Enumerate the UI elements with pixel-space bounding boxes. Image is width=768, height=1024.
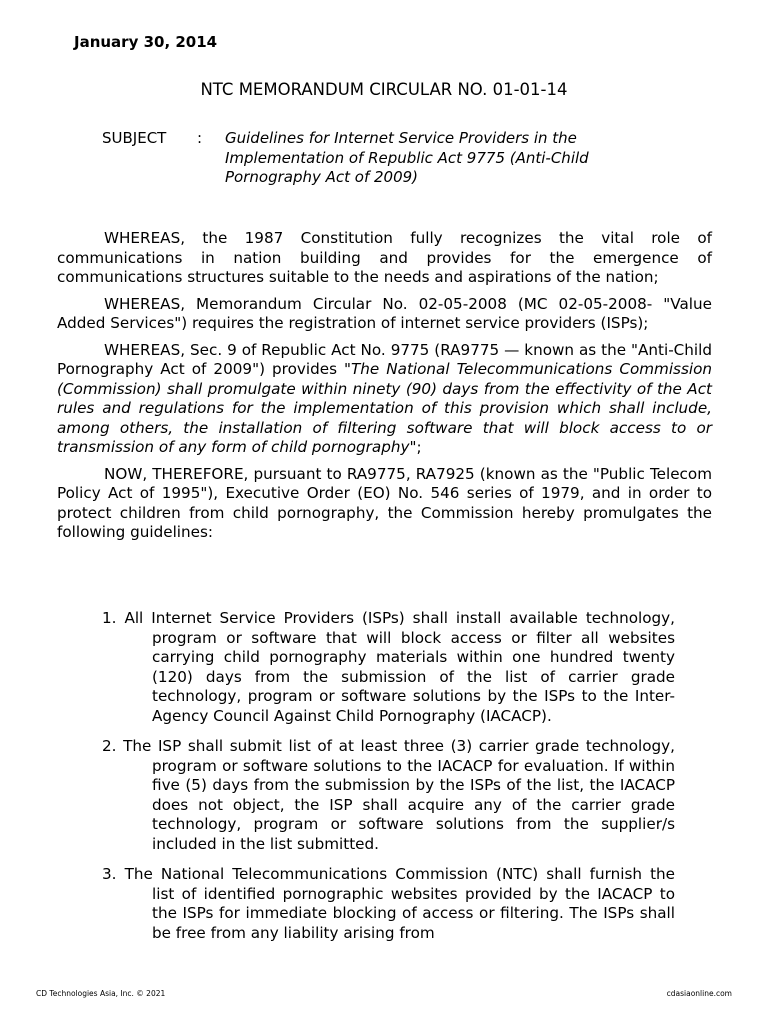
memo-body — [57, 229, 712, 550]
whereas-paragraph: WHEREAS, Memorandum Circular No. 02-05-2008 (MC 02-05-2008- "Value Added Services") requires the registration of internet service providers (ISPs); — [57, 294, 712, 332]
subject-colon: : — [197, 129, 203, 147]
whereas-quote: The National Telecommunications Commission (Commission) shall promulgate within ninety (90) days from the effectivity of the Act rules and regulations for the implementation of this provision which shall include, among others, the installation of filtering software that will block access to or transmission of any form of child pornography — [57, 360, 713, 456]
guideline-item: 3. The National Telecommunications Commission (NTC) shall furnish the list of identified pornographic websites provided by the IACACP to the ISPs for immediate blocking of access or filtering. The ISPs shall be free from any liability arising from — [102, 865, 675, 942]
guideline-item: 2. The ISP shall submit list of at least three (3) carrier grade technology, program or software solutions to the IACACP for evaluation. If within five (5) days from the submission by the ISPs of the list, the IACACP does not object, the ISP shall acquire any of the carrier grade technology, program or software solutions from the supplier/s included in the list submitted. — [102, 737, 675, 853]
whereas-lead: WHEREAS, Sec. 9 of Republic Act No. 9775 (RA9775 — known as the "Anti-Child Pornography Act of 2009") provides " — [57, 340, 712, 378]
whereas-paragraph-ra9775 — [57, 341, 712, 458]
whereas-tail: "; — [409, 438, 422, 456]
footer-site: cdasiaonline.com — [666, 989, 732, 998]
guidelines-list — [102, 609, 675, 954]
footer-copyright: CD Technologies Asia, Inc. © 2021 — [36, 989, 166, 998]
subject-text: Guidelines for Internet Service Providers in the Implementation of Republic Act 9775 (Anti-Child Pornography Act of 2009) — [225, 129, 589, 186]
subject-label: SUBJECT — [102, 129, 167, 147]
whereas-paragraph: WHEREAS, the 1987 Constitution fully recognizes the vital role of communications in nation building and provides for the emergence of communications structures suitable to the needs and aspirations of the nation; — [57, 229, 712, 286]
document-date: January 30, 2014 — [74, 33, 218, 51]
guideline-item: 1. All Internet Service Providers (ISPs) shall install available technology, program or software that will block access or filter all websites carrying child pornography materials within one hundred twenty (120) days from the submission of the list of carrier grade technology, program or software solutions by the ISPs to the Inter-Agency Council Against Child Pornography (IACACP). — [102, 609, 675, 725]
circular-title: NTC MEMORANDUM CIRCULAR NO. 01-01-14 — [200, 80, 568, 99]
therefore-paragraph: NOW, THEREFORE, pursuant to RA9775, RA7925 (known as the "Public Telecom Policy Act of 1995"), Executive Order (EO) No. 546 series of 1979, and in order to protect children from child pornography, the Commission hereby promulgates the following guidelines: — [57, 464, 712, 541]
